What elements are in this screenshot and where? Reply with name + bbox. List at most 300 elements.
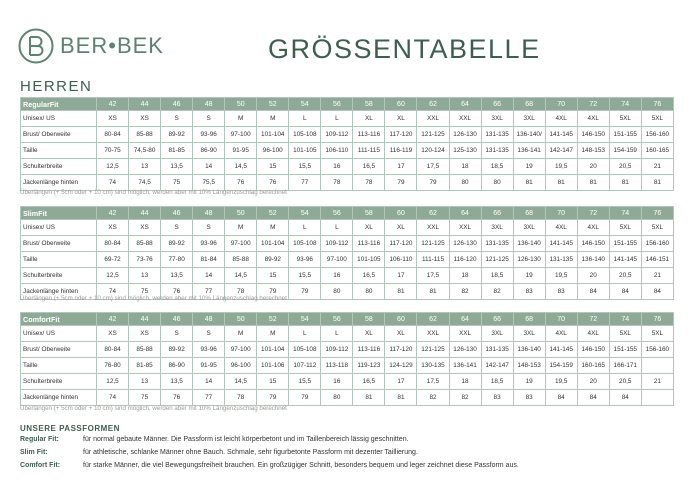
table-cell: 101-106 (257, 358, 289, 374)
table-cell: 21 (641, 159, 673, 175)
table-cell: 15 (257, 268, 289, 284)
table-cell: 15,5 (289, 159, 321, 175)
section-title: HERREN (20, 78, 93, 95)
table-cell: 136-140 (513, 236, 545, 252)
table-cell: 14,5 (225, 159, 257, 175)
table-cell: XL (385, 220, 417, 236)
table-cell: 117-120 (385, 342, 417, 358)
row-label: Unisex/ US (21, 111, 97, 127)
table-cell: 89-92 (161, 236, 193, 252)
table-cell: 81-85 (161, 143, 193, 159)
table-cell: 14 (193, 159, 225, 175)
table-cell: 136-140 (577, 252, 609, 268)
table-row (21, 374, 674, 390)
row-label: Unisex/ US (21, 326, 97, 342)
table-cell: 14,5 (225, 268, 257, 284)
table-row (21, 252, 674, 268)
table-cell: 76 (257, 175, 289, 191)
length-note: Überlängen (+ 5cm oder + 10 cm) sind möglich, werden aber mit 10% Längenzuschlag berechnet (20, 295, 287, 302)
table-cell: 79 (385, 175, 417, 191)
size-header-cell: 72 (577, 98, 609, 111)
table-cell: 18 (449, 374, 481, 390)
table-cell: 73-76 (129, 252, 161, 268)
table-cell: 12,5 (97, 374, 129, 390)
table-cell: 85-88 (129, 342, 161, 358)
table-cell: 4XL (577, 220, 609, 236)
table-cell: 97-100 (225, 342, 257, 358)
table-cell: 148-153 (577, 143, 609, 159)
table-cell: 76-80 (97, 358, 129, 374)
table-cell: S (161, 220, 193, 236)
table-cell: 77-80 (161, 252, 193, 268)
table-cell: 93-96 (289, 252, 321, 268)
size-header-cell: 58 (353, 313, 385, 326)
table-cell: S (161, 326, 193, 342)
table-row (21, 358, 674, 374)
size-header-cell: 52 (257, 207, 289, 220)
table-cell: 141-145 (545, 127, 577, 143)
table-cell: L (321, 111, 353, 127)
size-table-slimfit (20, 206, 674, 300)
row-label: Unisex/ US (21, 220, 97, 236)
table-cell: 20 (577, 159, 609, 175)
brand-monogram-icon (18, 28, 54, 64)
table-cell: 3XL (481, 326, 513, 342)
table-cell: 17 (385, 268, 417, 284)
legend-item (20, 462, 519, 469)
table-row (21, 236, 674, 252)
table-cell: 4XL (545, 220, 577, 236)
table-cell: 20 (577, 374, 609, 390)
size-header-cell: 76 (641, 313, 673, 326)
table-cell: 83 (513, 390, 545, 406)
size-header-cell: 48 (193, 98, 225, 111)
table-cell: 146-150 (577, 127, 609, 143)
table-cell: 84 (577, 284, 609, 300)
table-cell: 80-84 (97, 236, 129, 252)
table-cell: 16,5 (353, 159, 385, 175)
table-cell: 125-130 (449, 143, 481, 159)
table-cell: 76 (161, 284, 193, 300)
table-cell: 131-135 (481, 127, 513, 143)
table-cell: 126-130 (449, 342, 481, 358)
size-header-cell: 60 (385, 313, 417, 326)
table-cell: 131-135 (545, 252, 577, 268)
table-cell: S (161, 111, 193, 127)
table-cell: 160-165 (577, 358, 609, 374)
table-cell: L (321, 326, 353, 342)
size-header-cell: 42 (97, 98, 129, 111)
size-header-row (21, 313, 674, 326)
size-header-cell: 52 (257, 98, 289, 111)
table-cell: 83 (545, 284, 577, 300)
table-cell: 105-108 (289, 236, 321, 252)
table-cell: 19 (513, 374, 545, 390)
table-cell: 3XL (513, 111, 545, 127)
table-cell: L (321, 220, 353, 236)
table-cell: 121-125 (417, 342, 449, 358)
legend-item (20, 436, 409, 443)
table-cell: L (289, 220, 321, 236)
table-cell: 82 (449, 390, 481, 406)
row-label: Brust/ Oberweite (21, 236, 97, 252)
table-cell: 16 (321, 374, 353, 390)
table-cell: 13 (129, 374, 161, 390)
table-cell: 14 (193, 268, 225, 284)
table-cell: S (193, 326, 225, 342)
table-cell: 84 (545, 390, 577, 406)
size-header-cell: 54 (289, 313, 321, 326)
table-cell: 166-171 (609, 358, 641, 374)
legend-key: Comfort Fit: (20, 462, 61, 469)
size-header-cell: 64 (449, 98, 481, 111)
size-header-cell: 62 (417, 98, 449, 111)
table-cell: XS (97, 111, 129, 127)
table-cell: 85-88 (225, 252, 257, 268)
table-cell: 154-159 (609, 143, 641, 159)
table-cell: 81 (577, 175, 609, 191)
row-label: Jackenlänge hinten (21, 390, 97, 406)
legend-item (20, 449, 418, 456)
size-header-cell: 66 (481, 313, 513, 326)
table-cell: 5XL (641, 220, 673, 236)
table-cell: 160-165 (641, 143, 673, 159)
table-cell: 18,5 (481, 374, 513, 390)
row-label: Schulterbreite (21, 268, 97, 284)
table-cell: 77 (193, 284, 225, 300)
size-header-cell: 60 (385, 98, 417, 111)
size-header-cell: 48 (193, 313, 225, 326)
size-header-cell: 70 (545, 207, 577, 220)
size-header-cell: 76 (641, 98, 673, 111)
table-cell: 109-112 (321, 127, 353, 143)
table-row (21, 220, 674, 236)
table-cell: 117-120 (385, 127, 417, 143)
table-cell: 81 (353, 390, 385, 406)
table-cell: 80 (449, 175, 481, 191)
table-cell: XL (353, 220, 385, 236)
table-row (21, 342, 674, 358)
size-header-cell: 56 (321, 207, 353, 220)
legend-key: Regular Fit: (20, 436, 59, 443)
table-cell: 76 (161, 390, 193, 406)
row-label: Jackenlänge hinten (21, 284, 97, 300)
table-row (21, 159, 674, 175)
table-cell: 80-84 (97, 127, 129, 143)
row-label: Jackenlänge hinten (21, 175, 97, 191)
table-row (21, 390, 674, 406)
table-cell: 156-160 (641, 342, 673, 358)
table-cell: 130-135 (417, 358, 449, 374)
table-cell: XXL (449, 111, 481, 127)
table-cell: 81 (385, 390, 417, 406)
table-cell: 15 (257, 159, 289, 175)
table-cell: 107-112 (289, 358, 321, 374)
row-label: Taille (21, 143, 97, 159)
table-cell: 141-145 (609, 252, 641, 268)
table-cell: 86-90 (193, 143, 225, 159)
table-cell: XL (385, 111, 417, 127)
table-cell: 5XL (609, 220, 641, 236)
size-header-cell: 72 (577, 313, 609, 326)
table-cell: XXL (449, 220, 481, 236)
table-cell: 74 (97, 390, 129, 406)
table-cell: 106-110 (321, 143, 353, 159)
table-cell: 74,5 (129, 175, 161, 191)
table-cell: 81 (609, 175, 641, 191)
table-cell: S (193, 220, 225, 236)
table-cell: 89-92 (257, 252, 289, 268)
table-cell: 101-105 (289, 143, 321, 159)
table-cell: 78 (225, 284, 257, 300)
fit-name: ComfortFit (21, 313, 97, 326)
table-cell: 16,5 (353, 374, 385, 390)
size-header-cell: 74 (609, 313, 641, 326)
table-cell: 3XL (481, 111, 513, 127)
table-cell: 81 (545, 175, 577, 191)
table-cell: 126-130 (449, 236, 481, 252)
table-cell: 84 (641, 284, 673, 300)
table-cell: 80 (321, 284, 353, 300)
size-header-cell: 74 (609, 98, 641, 111)
legend-key: Slim Fit: (20, 449, 48, 456)
table-cell: 19,5 (545, 159, 577, 175)
table-cell: 20 (577, 268, 609, 284)
size-header-cell: 66 (481, 207, 513, 220)
table-cell: 105-108 (289, 127, 321, 143)
table-cell: XS (129, 326, 161, 342)
table-cell: S (193, 111, 225, 127)
size-header-cell: 54 (289, 98, 321, 111)
table-cell: 89-92 (161, 127, 193, 143)
size-header-cell: 44 (129, 98, 161, 111)
table-cell: 79 (289, 284, 321, 300)
table-cell: 20,5 (609, 374, 641, 390)
table-cell: XXL (417, 111, 449, 127)
legend-text: für athletische, schlanke Männer ohne Bauch. Schmale, sehr figurbetonte Passform mit dezenter Taillierung. (83, 449, 418, 456)
table-cell: 97-100 (225, 127, 257, 143)
table-cell: 124-129 (385, 358, 417, 374)
table-cell: 4XL (577, 326, 609, 342)
table-cell: 15 (257, 374, 289, 390)
table-cell: 81 (513, 175, 545, 191)
table-cell: 13,5 (161, 374, 193, 390)
table-cell: 113-118 (321, 358, 353, 374)
size-header-cell: 44 (129, 207, 161, 220)
table-cell: 91-95 (225, 143, 257, 159)
table-cell: 142-147 (481, 358, 513, 374)
brand-name: BER•BEK (60, 33, 164, 58)
table-cell: XS (129, 111, 161, 127)
table-cell: 77 (289, 175, 321, 191)
page-title: GRÖSSENTABELLE (268, 34, 541, 64)
table-cell: 13,5 (161, 268, 193, 284)
table-cell: 83 (513, 284, 545, 300)
table-cell: 4XL (545, 326, 577, 342)
table-cell: 82 (481, 284, 513, 300)
table-row (21, 143, 674, 159)
row-label: Schulterbreite (21, 159, 97, 175)
table-cell: 116-120 (449, 252, 481, 268)
table-cell: 93-96 (193, 236, 225, 252)
size-header-cell: 48 (193, 207, 225, 220)
size-header-cell: 64 (449, 313, 481, 326)
table-cell: 16 (321, 268, 353, 284)
table-cell: 116-119 (385, 143, 417, 159)
table-cell: 5XL (609, 326, 641, 342)
table-cell: 4XL (545, 111, 577, 127)
table-cell: 17,5 (417, 374, 449, 390)
table-cell: 75 (129, 390, 161, 406)
table-cell: 151-155 (609, 342, 641, 358)
table-cell: 79 (257, 390, 289, 406)
table-cell: 136-141 (513, 143, 545, 159)
table-cell: 5XL (641, 326, 673, 342)
row-label: Brust/ Oberweite (21, 342, 97, 358)
table-cell: 136-140 (513, 342, 545, 358)
table-cell: 121-125 (481, 252, 513, 268)
table-cell: 156-160 (641, 236, 673, 252)
table-cell: 117-120 (385, 236, 417, 252)
table-row (21, 326, 674, 342)
table-cell: 113-116 (353, 236, 385, 252)
table-cell: 5XL (641, 111, 673, 127)
table-cell (641, 358, 673, 374)
size-header-cell: 50 (225, 313, 257, 326)
table-cell: XS (129, 220, 161, 236)
table-cell: 69-72 (97, 252, 129, 268)
table-cell: 141-145 (545, 236, 577, 252)
size-header-row (21, 98, 674, 111)
size-header-cell: 52 (257, 313, 289, 326)
size-header-cell: 54 (289, 207, 321, 220)
table-cell: 75 (161, 175, 193, 191)
fit-name: RegularFit (21, 98, 97, 111)
table-cell: 13 (129, 268, 161, 284)
size-header-cell: 68 (513, 313, 545, 326)
table-cell: 151-155 (609, 236, 641, 252)
table-cell: 97-100 (321, 252, 353, 268)
table-cell: 3XL (513, 326, 545, 342)
table-cell: 78 (321, 175, 353, 191)
table-cell: M (257, 111, 289, 127)
table-cell: 121-125 (417, 127, 449, 143)
table-cell: 78 (225, 390, 257, 406)
table-cell: 82 (449, 284, 481, 300)
size-header-cell: 62 (417, 313, 449, 326)
size-header-cell: 42 (97, 207, 129, 220)
size-header-cell: 66 (481, 98, 513, 111)
table-cell: 20,5 (609, 159, 641, 175)
table-cell: 4XL (577, 111, 609, 127)
table-cell: 17,5 (417, 159, 449, 175)
table-cell: 5XL (609, 111, 641, 127)
table-cell: 16,5 (353, 268, 385, 284)
row-label: Schulterbreite (21, 374, 97, 390)
size-header-row (21, 207, 674, 220)
table-cell: 80 (353, 284, 385, 300)
table-cell: 86-90 (161, 358, 193, 374)
table-cell: 126-130 (513, 252, 545, 268)
size-header-cell: 62 (417, 207, 449, 220)
table-cell: 101-104 (257, 342, 289, 358)
table-cell: XXL (449, 326, 481, 342)
size-header-cell: 56 (321, 313, 353, 326)
table-cell: 17 (385, 374, 417, 390)
table-cell: 83 (481, 390, 513, 406)
table-cell: M (225, 111, 257, 127)
table-cell: 136-140/ (513, 127, 545, 143)
length-note: Überlängen (+ 5cm oder + 10 cm) sind möglich, werden aber mit 10% Längenzuschlag berechnet (20, 189, 287, 196)
table-cell: 19 (513, 159, 545, 175)
legend-text: für starke Männer, die viel Bewegungsfreiheit brauchen. Ein großzügiger Schnitt, besonders bequem und leger zeichnet diese Passform aus. (83, 462, 519, 469)
size-header-cell: 42 (97, 313, 129, 326)
table-cell: 154-159 (545, 358, 577, 374)
table-cell: 13,5 (161, 159, 193, 175)
table-cell: 131-135 (481, 236, 513, 252)
table-cell: XXL (417, 326, 449, 342)
table-cell: 89-92 (161, 342, 193, 358)
row-label: Brust/ Oberweite (21, 127, 97, 143)
table-cell: 19,5 (545, 268, 577, 284)
size-header-cell: 58 (353, 98, 385, 111)
table-cell: 14 (193, 374, 225, 390)
table-cell: 109-112 (321, 236, 353, 252)
table-cell: 142-147 (545, 143, 577, 159)
table-cell: 113-116 (353, 127, 385, 143)
table-cell: 75 (129, 284, 161, 300)
size-header-cell: 72 (577, 207, 609, 220)
table-cell: 148-153 (513, 358, 545, 374)
table-cell: 131-135 (481, 342, 513, 358)
table-cell: 97-100 (225, 236, 257, 252)
table-cell: 21 (641, 374, 673, 390)
table-cell: 80 (321, 390, 353, 406)
table-cell: 109-112 (321, 342, 353, 358)
table-cell: 21 (641, 268, 673, 284)
table-cell: 84 (609, 284, 641, 300)
table-cell: 3XL (481, 220, 513, 236)
table-cell: 18 (449, 268, 481, 284)
table-cell: 156-160 (641, 127, 673, 143)
size-header-cell: 46 (161, 98, 193, 111)
table-cell: 18,5 (481, 159, 513, 175)
table-cell: 74,5-80 (129, 143, 161, 159)
table-cell: L (289, 326, 321, 342)
table-cell: 15,5 (289, 374, 321, 390)
size-header-cell: 64 (449, 207, 481, 220)
table-cell: 111-115 (417, 252, 449, 268)
size-header-cell: 68 (513, 98, 545, 111)
table-cell: M (257, 326, 289, 342)
table-cell: 121-125 (417, 236, 449, 252)
table-cell: 84 (609, 390, 641, 406)
table-cell: 81 (385, 284, 417, 300)
table-cell: 81 (417, 284, 449, 300)
legend-text: für normal gebaute Männer. Die Passform ist leicht körperbetont und im Taillenbereich lässig geschnitten. (83, 436, 409, 443)
table-cell: 141-145 (545, 342, 577, 358)
table-cell: M (225, 220, 257, 236)
table-row (21, 268, 674, 284)
table-cell: 146-150 (577, 236, 609, 252)
table-cell: 106-110 (385, 252, 417, 268)
table-cell: 111-115 (353, 143, 385, 159)
table-cell: 85-88 (129, 236, 161, 252)
table-row (21, 127, 674, 143)
table-cell: 12,5 (97, 159, 129, 175)
table-cell: 81-85 (129, 358, 161, 374)
table-cell: 15,5 (289, 268, 321, 284)
